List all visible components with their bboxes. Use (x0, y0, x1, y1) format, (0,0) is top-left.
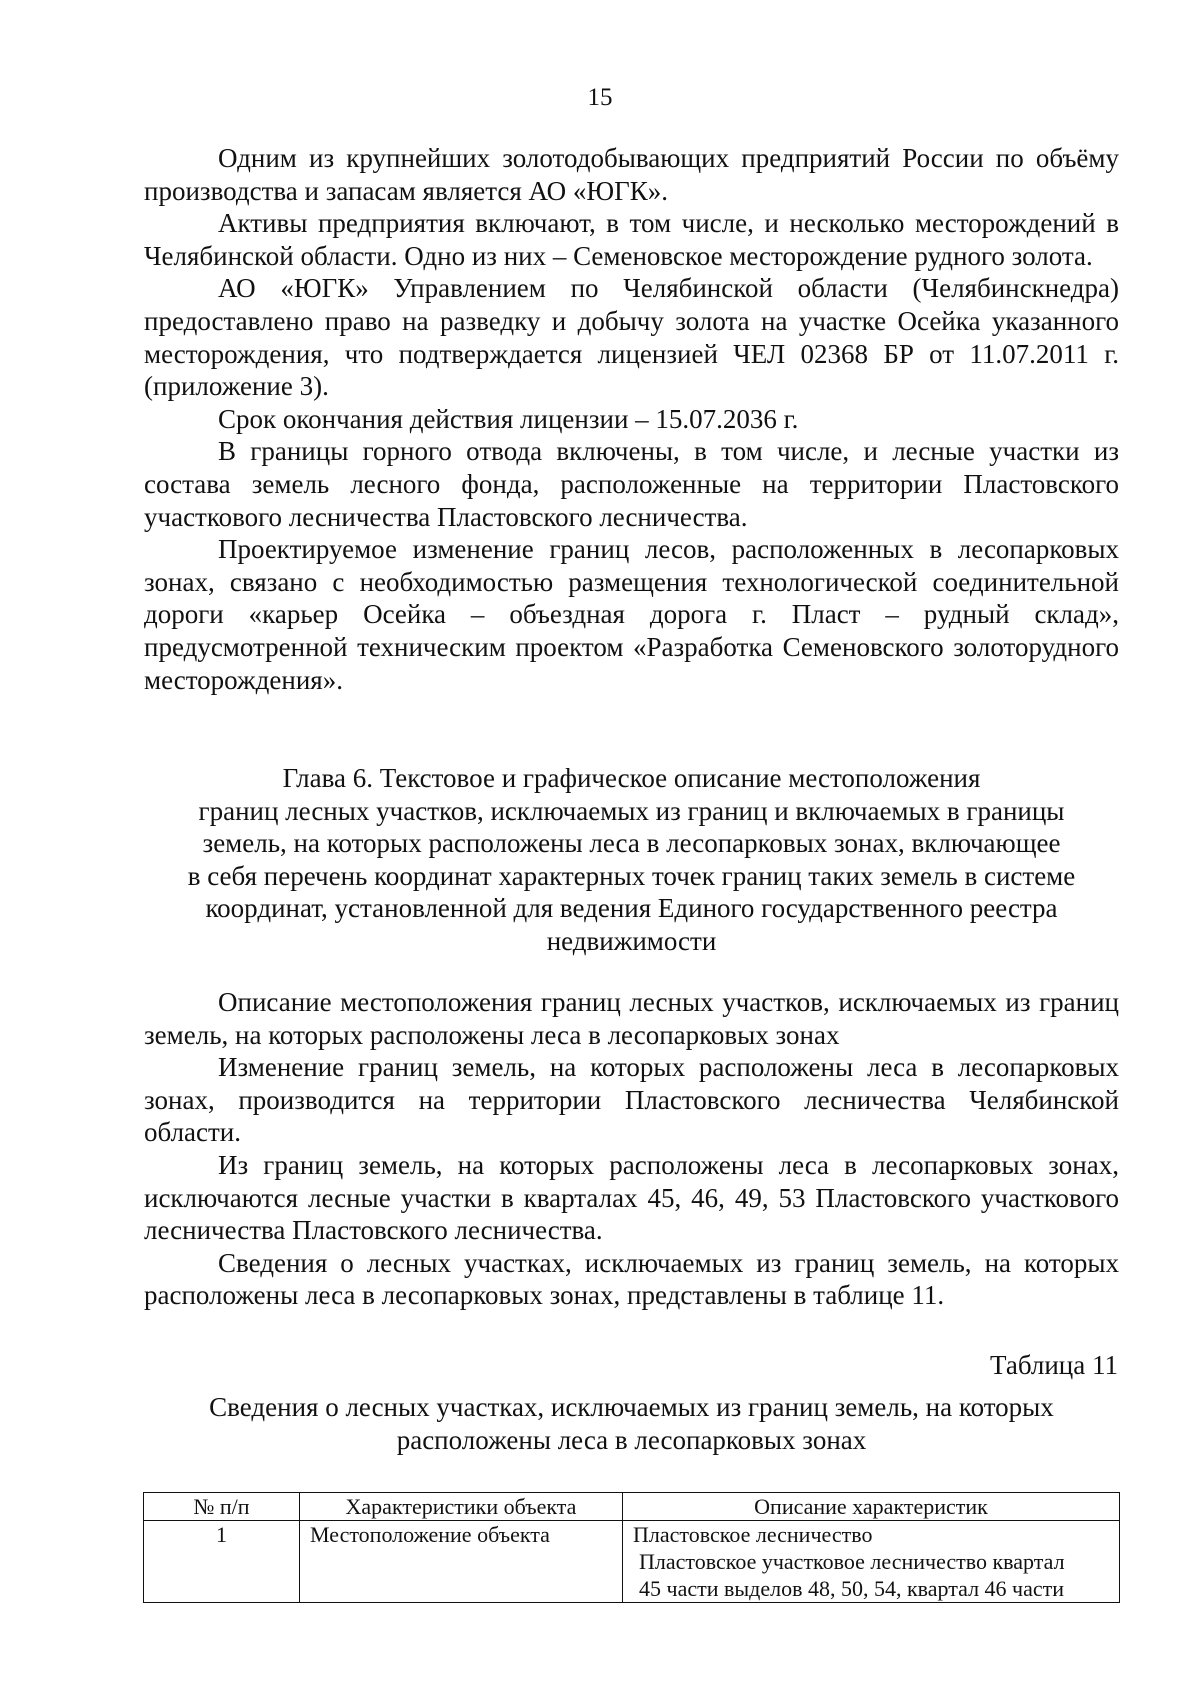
paragraph: Изменение границ земель, на которых расположены леса в лесопарковых зонах, производится на территории Пластовского лесничества Челябинской области. (144, 1052, 1119, 1148)
chapter-heading-line: координат, установленной для ведения Единого государственного реестра (205, 893, 1058, 924)
paragraph: АО «ЮГК» Управлением по Челябинской области (Челябинскнедра) предоставлено право на разведку и добычу золота на участке Осейка указанного месторождения, что подтверждается лицензией ЧЕЛ 02368 БР от 11.07.2011 г. (приложение 3). (144, 273, 1119, 402)
paragraph: Срок окончания действия лицензии – 15.07.2036 г. (218, 403, 799, 434)
column-header: Описание характеристик (623, 1493, 1120, 1521)
chapter-heading-line: недвижимости (546, 925, 717, 956)
table-cell-num: 1 (144, 1521, 300, 1603)
paragraph: Сведения о лесных участках, исключаемых из границ земель, на которых расположены леса в лесопарковых зонах, представлены в таблице 11. (144, 1247, 1119, 1311)
chapter-heading-line: границ лесных участков, исключаемых из границ и включаемых в границы (198, 795, 1065, 826)
table-row (144, 1521, 1120, 1603)
data-table (143, 1492, 1120, 1603)
description-line: 45 части выделов 48, 50, 54, квартал 46 части (639, 1576, 1065, 1601)
description-line: Пластовское участковое лесничество квартал (639, 1549, 1065, 1574)
column-header: Характеристики объекта (300, 1493, 623, 1521)
paragraph: Проектируемое изменение границ лесов, расположенных в лесопарковых зонах, связано с необходимостью размещения технологической соединительной дороги «карьер Осейка – объездная дорога г. Пласт – рудный склад», предусмотренной техническим проектом «Разработка Семеновского золоторудного месторождения». (144, 534, 1119, 695)
paragraph: В границы горного отвода включены, в том числе, и лесные участки из состава земель лесного фонда, расположенные на территории Пластовского участкового лесничества Пластовского лесничества. (144, 436, 1119, 532)
paragraph: Активы предприятия включают, в том числе, и несколько месторождений в Челябинской области. Одно из них – Семеновское месторождение рудного золота. (144, 208, 1119, 271)
description-section (144, 986, 1119, 1312)
chapter-heading-line: земель, на которых расположены леса в лесопарковых зонах, включающее (202, 828, 1061, 859)
chapter-heading-line: в себя перечень координат характерных точек границ таких земель в системе (187, 860, 1076, 891)
table-title-line: Сведения о лесных участках, исключаемых из границ земель, на которых (209, 1392, 1054, 1422)
paragraph: Одним из крупнейших золотодобывающих предприятий России по объёму производства и запасам является АО «ЮГК». (144, 143, 1119, 206)
chapter-heading-line: Глава 6. Текстовое и графическое описание местоположения (282, 763, 981, 793)
table-cell-description (623, 1521, 1120, 1603)
intro-section (144, 142, 1119, 696)
page-number: 15 (587, 84, 613, 111)
paragraph: Описание местоположения границ лесных участков, исключаемых из границ земель, на которых расположены леса в лесопарковых зонах (144, 987, 1119, 1050)
description-line: Пластовское лесничество (633, 1522, 873, 1547)
table-header-row (144, 1493, 1120, 1521)
table-title-line: расположены леса в лесопарковых зонах (396, 1424, 867, 1455)
column-header: № п/п (144, 1493, 300, 1521)
table-label: Таблица 11 (990, 1350, 1118, 1380)
table-title (144, 1391, 1119, 1456)
table-cell-characteristic: Местоположение объекта (300, 1521, 623, 1603)
paragraph: Из границ земель, на которых расположены леса в лесопарковых зонах, исключаются лесные участки в кварталах 45, 46, 49, 53 Пластовского участкового лесничества Пластовского лесничества. (144, 1149, 1119, 1246)
chapter-heading (144, 762, 1119, 958)
